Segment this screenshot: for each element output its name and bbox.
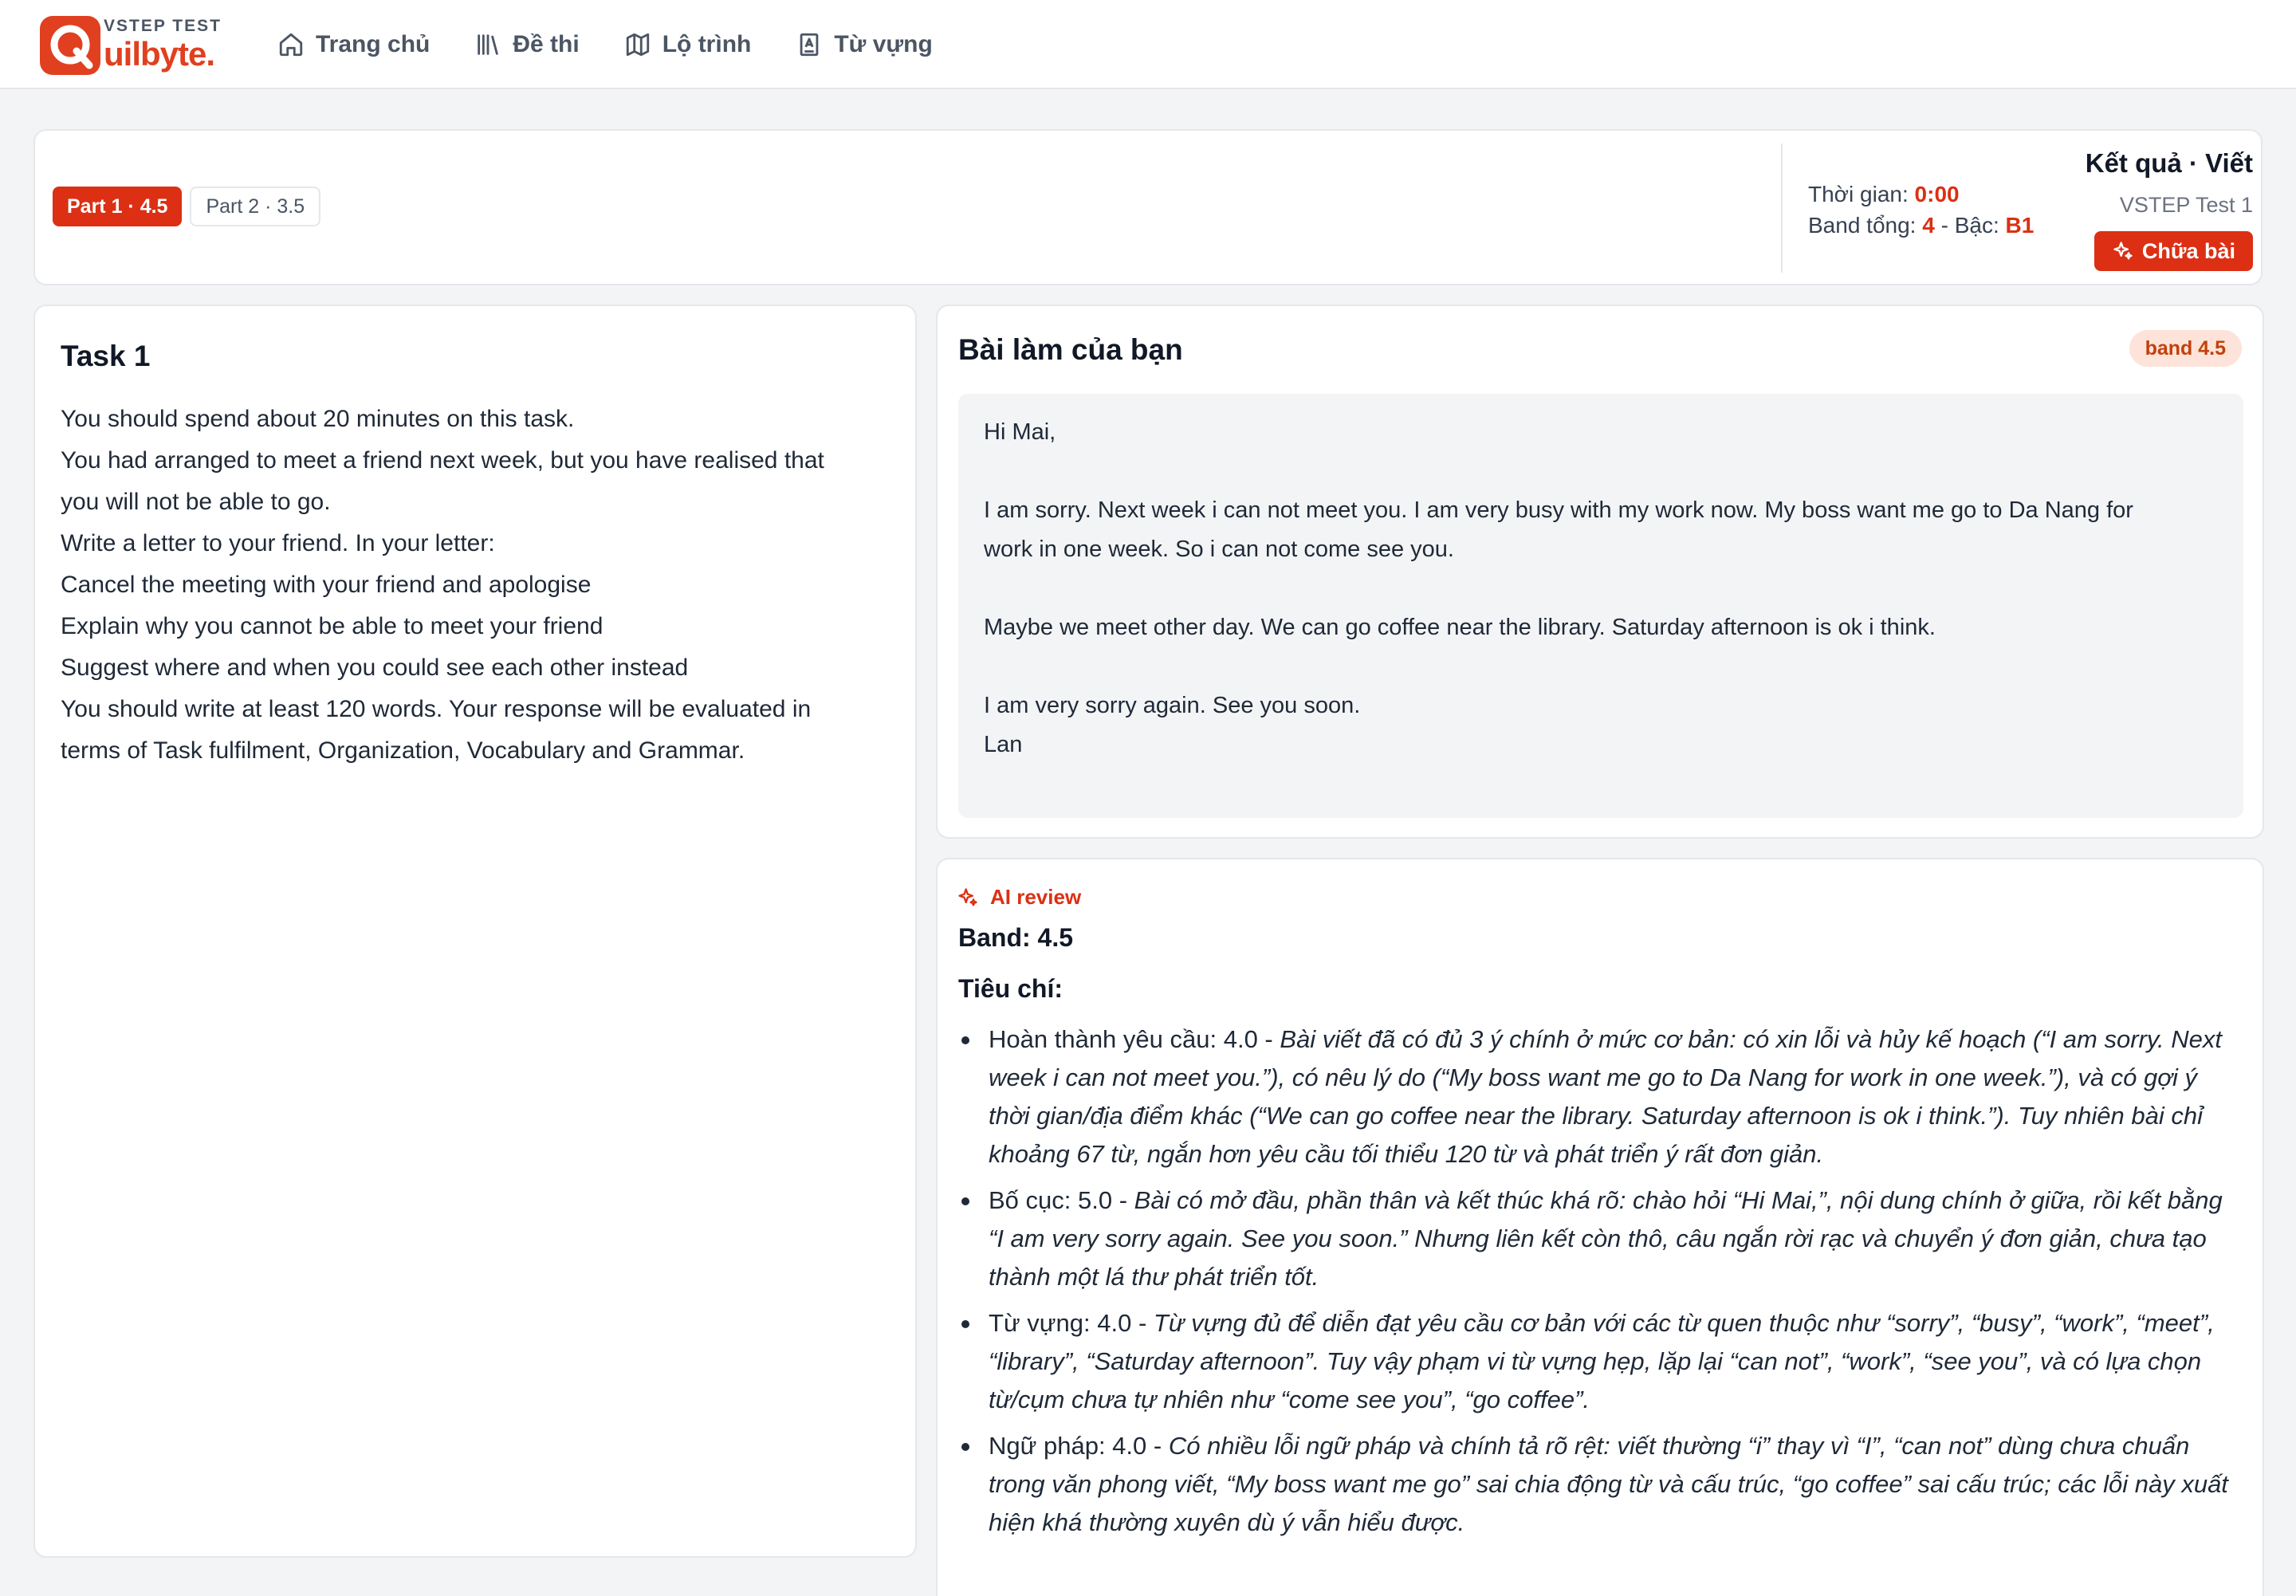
brand-tagline: VSTEP TEST bbox=[104, 17, 222, 35]
tab-part-1[interactable]: Part 1 · 4.5 bbox=[53, 187, 182, 226]
nav-item-vocabulary[interactable] bbox=[796, 26, 932, 64]
criteria-description: Có nhiều lỗi ngữ pháp và chính tả rõ rệt: viết thường “i” thay vì “I”, “can not” dùng chưa chuẩn trong văn phong viết, “My boss want me go” sai chia động từ và cấu trúc, “go coffee” sai cấu trúc; các lỗi này xuất hiện khá thường xuyên dù ý vẫn hiểu được. bbox=[989, 1432, 2228, 1536]
task-line: You should write at least 120 words. Your response will be evaluated in bbox=[61, 696, 812, 722]
essay-title: Bài làm của bạn bbox=[958, 333, 1183, 366]
essay-line bbox=[984, 647, 2218, 686]
ai-review-text: AI review bbox=[990, 885, 1082, 909]
task-title: Task 1 bbox=[61, 340, 151, 372]
test-name: VSTEP Test 1 bbox=[2119, 193, 2253, 217]
nav-item-roadmap[interactable] bbox=[624, 26, 752, 64]
task-line: You had arranged to meet a friend next week, but you have realised that bbox=[61, 447, 824, 474]
criteria-item bbox=[958, 1427, 2242, 1542]
criteria-name: Từ vựng: 4.0 - bbox=[989, 1309, 1154, 1337]
band-label: Band tổng: bbox=[1808, 213, 1917, 238]
essay-line: I am sorry. Next week i can not meet you. I am very busy with my work now. My boss want me go to Da Nang for bbox=[984, 497, 2133, 523]
task-line: Suggest where and when you could see each other instead bbox=[61, 655, 689, 681]
task-line: Explain why you cannot be able to meet your friend bbox=[61, 613, 603, 639]
criteria-list bbox=[958, 1020, 2242, 1550]
tab-part-2[interactable]: Part 2 · 3.5 bbox=[190, 187, 320, 226]
task-line: Write a letter to your friend. In your letter: bbox=[61, 530, 495, 556]
criteria-description: Bài viết đã có đủ 3 ý chính ở mức cơ bản: có xin lỗi và hủy kế hoạch (“I am sorry. Next week i can not meet you.”), có nêu lý do (“My boss want me go to Da Nang for work in one week.”), và có gợi ý thời gian/địa điểm khác (“We can go coffee near the library. Saturday afternoon is ok i think.”). Tuy nhiên bài chỉ khoảng 67 từ, ngắn hơn yêu cầu tối thiểu 120 từ và phát triển ý rất đơn giản. bbox=[989, 1025, 2223, 1168]
band-row bbox=[1808, 210, 2034, 241]
task-line: terms of Task fulfilment, Organization, Vocabulary and Grammar. bbox=[61, 737, 745, 764]
task-line: you will not be able to go. bbox=[61, 489, 331, 515]
task-card bbox=[33, 305, 917, 1558]
time-value: 0:00 bbox=[1914, 182, 1960, 206]
band-badge: band 4.5 bbox=[2129, 330, 2242, 367]
home-icon bbox=[277, 31, 305, 58]
essay-line: work in one week. So i can not come see you. bbox=[984, 537, 1454, 562]
result-meta bbox=[1808, 179, 2034, 241]
main-nav bbox=[277, 26, 977, 64]
fix-button-label: Chữa bài bbox=[2141, 238, 2235, 263]
nav-item-exams[interactable] bbox=[474, 26, 579, 64]
map-icon bbox=[624, 31, 651, 58]
criteria-name: Bố cục: 5.0 - bbox=[989, 1186, 1134, 1214]
brand-wordmark: uilbyte. bbox=[104, 35, 215, 73]
essay-line: I am very sorry again. See you soon. bbox=[984, 693, 1361, 718]
level-separator: - bbox=[1940, 213, 1948, 238]
nav-label: Từ vựng bbox=[834, 31, 933, 57]
level-label: Bậc: bbox=[1954, 213, 1999, 238]
fix-essay-button[interactable] bbox=[2094, 231, 2253, 271]
level-value: B1 bbox=[2005, 213, 2035, 238]
criteria-item bbox=[958, 1304, 2242, 1419]
essay-line: Lan bbox=[984, 732, 1023, 757]
bullet-dot bbox=[961, 1036, 969, 1044]
ai-review-label bbox=[957, 885, 1081, 910]
nav-label: Trang chủ bbox=[316, 31, 431, 57]
bullet-dot bbox=[961, 1320, 969, 1328]
nav-item-home[interactable] bbox=[277, 26, 430, 64]
criteria-name: Ngữ pháp: 4.0 - bbox=[989, 1432, 1169, 1460]
brand-logo[interactable] bbox=[40, 14, 223, 77]
time-row bbox=[1808, 179, 2034, 210]
task-line: Cancel the meeting with your friend and apologise bbox=[61, 572, 592, 598]
header-divider bbox=[1781, 143, 1783, 273]
book-icon bbox=[796, 31, 823, 58]
criteria-name: Hoàn thành yêu cầu: 4.0 - bbox=[989, 1025, 1280, 1053]
essay-line: Hi Mai, bbox=[984, 419, 1056, 445]
top-navbar bbox=[0, 0, 2296, 89]
nav-label: Lộ trình bbox=[662, 31, 752, 57]
bullet-dot bbox=[961, 1197, 969, 1205]
sparkle-icon bbox=[957, 886, 979, 909]
library-icon bbox=[474, 31, 501, 58]
sparkle-icon bbox=[2112, 240, 2134, 262]
criteria-heading: Tiêu chí: bbox=[958, 974, 1063, 1003]
part-tabs bbox=[53, 187, 328, 226]
result-header-card bbox=[33, 129, 2263, 285]
bullet-dot bbox=[961, 1443, 969, 1451]
essay-card bbox=[936, 305, 2264, 839]
ai-review-card bbox=[936, 858, 2264, 1596]
essay-line bbox=[984, 452, 2218, 491]
band-value: 4 bbox=[1922, 213, 1935, 238]
essay-line: Maybe we meet other day. We can go coffee near the library. Saturday afternoon is ok i think. bbox=[984, 615, 1936, 640]
criteria-item bbox=[958, 1181, 2242, 1296]
nav-label: Đề thi bbox=[513, 31, 580, 57]
time-label: Thời gian: bbox=[1808, 182, 1909, 206]
criteria-description: Từ vựng đủ để diễn đạt yêu cầu cơ bản với các từ quen thuộc như “sorry”, “busy”, “work”, “meet”, “library”, “Saturday afternoon”. Tuy vậy phạm vi từ vựng hẹp, lặp lại “can not”, “work”, “see you”, và có lựa chọn từ/cụm chưa tự nhiên như “come see you”, “go coffee”. bbox=[989, 1309, 2215, 1413]
logo-q-icon bbox=[40, 16, 100, 75]
criteria-description: Bài có mở đầu, phần thân và kết thúc khá rõ: chào hỏi “Hi Mai,”, nội dung chính ở giữa, rồi kết bằng “I am very sorry again. See you soon.” Nhưng liên kết còn thô, câu ngắn rời rạc và chuyển ý đơn giản, chưa tạo thành một lá thư phát triển tốt. bbox=[989, 1186, 2223, 1291]
essay-line bbox=[984, 569, 2218, 608]
task-line: You should spend about 20 minutes on this task. bbox=[61, 406, 575, 432]
task-instructions bbox=[61, 399, 898, 772]
criteria-item bbox=[958, 1020, 2242, 1173]
essay-text-box bbox=[958, 394, 2243, 818]
review-band: Band: 4.5 bbox=[958, 923, 1074, 952]
result-title: Kết quả · Viết bbox=[2085, 148, 2253, 178]
